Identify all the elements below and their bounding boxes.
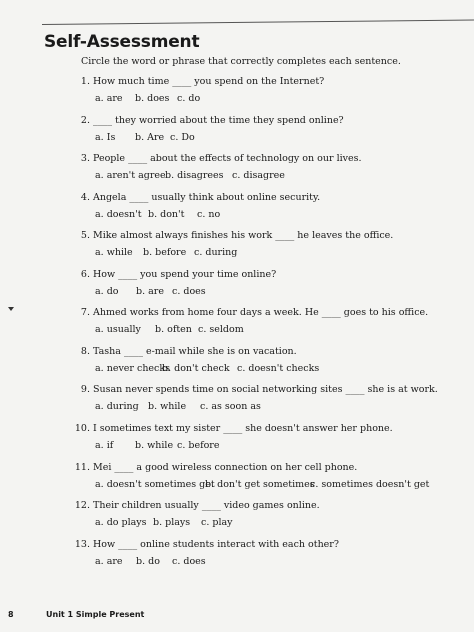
answer-option[interactable]: a. aren't agree xyxy=(95,170,166,181)
answer-option[interactable]: c. as soon as xyxy=(200,401,261,412)
answer-option[interactable]: b. while xyxy=(148,401,187,412)
question-item xyxy=(0,423,474,457)
answer-option[interactable]: b. don't check xyxy=(162,363,230,374)
answer-option[interactable]: b. does xyxy=(135,93,170,104)
question-number: 12. xyxy=(74,500,90,511)
answer-option[interactable]: c. do xyxy=(177,93,201,104)
page-title: Self-Assessment xyxy=(44,32,200,52)
answer-option[interactable]: b. don't get sometimes xyxy=(205,479,315,490)
answer-option[interactable]: a. are xyxy=(95,93,123,104)
question-text: Susan never spends time on social networking sites ____ she is at work. xyxy=(93,384,438,395)
question-item xyxy=(0,307,474,341)
top-rule xyxy=(42,19,474,25)
question-number: 4. xyxy=(80,192,90,203)
answer-option[interactable]: a. while xyxy=(95,247,133,258)
unit-label: Unit 1 Simple Present xyxy=(46,610,145,619)
question-text: How ____ you spend your time online? xyxy=(93,269,277,280)
question-item xyxy=(0,346,474,380)
question-text: Ahmed works from home four days a week. He ____ goes to his office. xyxy=(93,307,429,318)
question-number: 3. xyxy=(80,153,90,164)
answer-option[interactable]: a. are xyxy=(95,556,123,567)
question-text: I sometimes text my sister ____ she doesn't answer her phone. xyxy=(93,423,393,434)
question-item xyxy=(0,539,474,573)
question-text: How ____ online students interact with each other? xyxy=(93,539,339,550)
answer-option[interactable]: c. seldom xyxy=(198,324,244,335)
question-text: People ____ about the effects of technology on our lives. xyxy=(93,153,362,164)
answer-option[interactable]: b. while xyxy=(135,440,174,451)
answer-option[interactable]: c. play xyxy=(201,517,233,528)
question-text: Tasha ____ e-mail while she is on vacation. xyxy=(93,346,297,357)
question-number: 10. xyxy=(74,423,90,434)
question-item xyxy=(0,76,474,110)
answer-option[interactable]: c. doesn't checks xyxy=(237,363,320,374)
answer-option[interactable]: c. before xyxy=(177,440,220,451)
answer-option[interactable]: b. before xyxy=(143,247,187,258)
answer-option[interactable]: b. often xyxy=(155,324,192,335)
question-text: ____ they worried about the time they spend online? xyxy=(93,115,344,126)
answer-option[interactable]: a. during xyxy=(95,401,139,412)
answer-option[interactable]: a. Is xyxy=(95,132,116,143)
question-item xyxy=(0,192,474,226)
answer-option[interactable]: a. doesn't xyxy=(95,209,142,220)
question-text: Angela ____ usually think about online security. xyxy=(93,192,321,203)
page-number: 8 xyxy=(8,610,14,619)
question-text: Mei ____ a good wireless connection on her cell phone. xyxy=(93,462,358,473)
answer-option[interactable]: b. don't xyxy=(148,209,185,220)
question-item xyxy=(0,153,474,187)
answer-option[interactable]: a. if xyxy=(95,440,114,451)
question-item xyxy=(0,384,474,418)
question-text: Their children usually ____ video games online. xyxy=(93,500,320,511)
question-number: 13. xyxy=(74,539,90,550)
question-number: 5. xyxy=(80,230,90,241)
question-text: How much time ____ you spend on the Internet? xyxy=(93,76,325,87)
question-item xyxy=(0,115,474,149)
answer-option[interactable]: c. disagree xyxy=(232,170,285,181)
question-number: 11. xyxy=(74,462,90,473)
answer-option[interactable]: b. disagrees xyxy=(165,170,224,181)
answer-option[interactable]: c. Do xyxy=(170,132,195,143)
margin-mark xyxy=(8,307,14,311)
answer-option[interactable]: a. never checks xyxy=(95,363,171,374)
answer-option[interactable]: c. no xyxy=(197,209,221,220)
question-item xyxy=(0,269,474,303)
instructions: Circle the word or phrase that correctly completes each sentence. xyxy=(81,56,401,67)
question-number: 7. xyxy=(80,307,90,318)
question-number: 1. xyxy=(80,76,90,87)
question-number: 2. xyxy=(80,115,90,126)
answer-option[interactable]: b. do xyxy=(136,556,160,567)
question-text: Mike almost always finishes his work ____ he leaves the office. xyxy=(93,230,394,241)
answer-option[interactable]: c. during xyxy=(194,247,238,258)
answer-option[interactable]: b. plays xyxy=(153,517,191,528)
answer-option[interactable]: c. does xyxy=(172,286,206,297)
question-number: 9. xyxy=(80,384,90,395)
question-item xyxy=(0,462,474,496)
answer-option[interactable]: c. does xyxy=(172,556,206,567)
answer-option[interactable]: a. usually xyxy=(95,324,141,335)
answer-option[interactable]: a. do plays xyxy=(95,517,147,528)
question-number: 6. xyxy=(80,269,90,280)
question-number: 8. xyxy=(80,346,90,357)
question-item xyxy=(0,230,474,264)
answer-option[interactable]: b. are xyxy=(136,286,164,297)
answer-option[interactable]: a. doesn't sometimes get xyxy=(95,479,215,490)
answer-option[interactable]: a. do xyxy=(95,286,119,297)
answer-option[interactable]: c. sometimes doesn't get xyxy=(310,479,430,490)
question-item xyxy=(0,500,474,534)
answer-option[interactable]: b. Are xyxy=(135,132,165,143)
